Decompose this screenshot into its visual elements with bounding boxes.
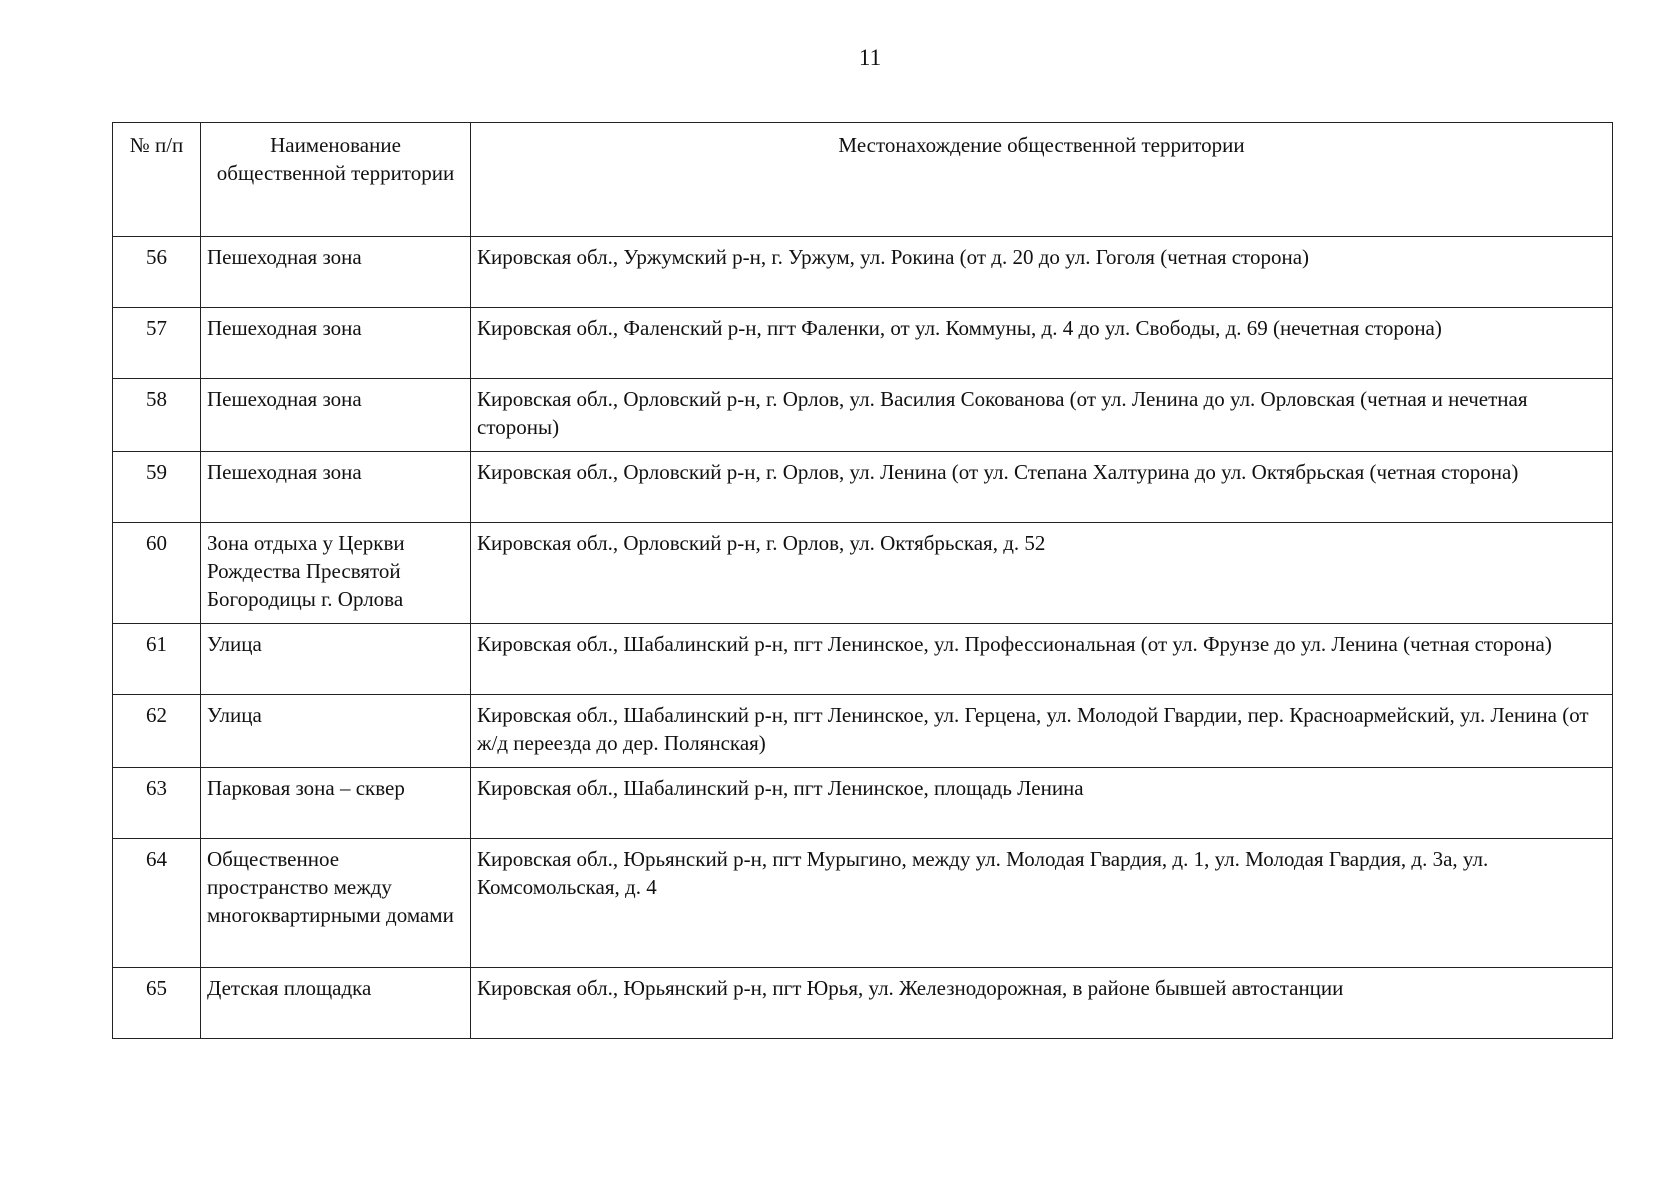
table-row: [113, 308, 1613, 379]
table-row: [113, 523, 1613, 624]
row-location: Кировская обл., Юрьянский р-н, пгт Юрья, ул. Железнодорожная, в районе бывшей автостанции: [471, 968, 1613, 1039]
row-num: 56: [113, 237, 201, 308]
page-number: 11: [858, 45, 882, 70]
row-num: 59: [113, 452, 201, 523]
table-row: [113, 624, 1613, 695]
header-num: № п/п: [113, 123, 201, 237]
row-num: 64: [113, 839, 201, 968]
header-location: Местонахождение общественной территории: [471, 123, 1613, 237]
row-name: Детская площадка: [201, 968, 471, 1039]
table-row: [113, 452, 1613, 523]
territories-table: [112, 122, 1613, 1039]
row-name: Пешеходная зона: [201, 308, 471, 379]
row-location: Кировская обл., Орловский р-н, г. Орлов, ул. Октябрьская, д. 52: [471, 523, 1613, 624]
row-name: Общественное пространство между многоквартирными домами: [201, 839, 471, 968]
row-location: Кировская обл., Юрьянский р-н, пгт Мурыгино, между ул. Молодая Гвардия, д. 1, ул. Молодая Гвардия, д. 3а, ул. Комсомольская, д. 4: [471, 839, 1613, 968]
row-name: Улица: [201, 695, 471, 768]
row-location: Кировская обл., Шабалинский р-н, пгт Ленинское, ул. Герцена, ул. Молодой Гвардии, пер. Красноармейский, ул. Ленина (от ж/д переезда до дер. Полянская): [471, 695, 1613, 768]
row-num: 58: [113, 379, 201, 452]
row-name: Пешеходная зона: [201, 452, 471, 523]
row-num: 61: [113, 624, 201, 695]
row-num: 60: [113, 523, 201, 624]
row-name: Парковая зона – сквер: [201, 768, 471, 839]
table-row: [113, 839, 1613, 968]
table-row: [113, 968, 1613, 1039]
row-name: Пешеходная зона: [201, 237, 471, 308]
row-name: Улица: [201, 624, 471, 695]
row-location: Кировская обл., Шабалинский р-н, пгт Ленинское, площадь Ленина: [471, 768, 1613, 839]
row-location: Кировская обл., Орловский р-н, г. Орлов, ул. Ленина (от ул. Степана Халтурина до ул. Октябрьская (четная сторона): [471, 452, 1613, 523]
row-location: Кировская обл., Уржумский р-н, г. Уржум, ул. Рокина (от д. 20 до ул. Гоголя (четная сторона): [471, 237, 1613, 308]
row-location: Кировская обл., Фаленский р-н, пгт Фаленки, от ул. Коммуны, д. 4 до ул. Свободы, д. 69 (нечетная сторона): [471, 308, 1613, 379]
header-name: Наименование общественной территории: [201, 123, 471, 237]
row-num: 57: [113, 308, 201, 379]
row-name: Зона отдыха у Церкви Рождества Пресвятой Богородицы г. Орлова: [201, 523, 471, 624]
table-row: [113, 237, 1613, 308]
table-header-row: [113, 123, 1613, 237]
table-row: [113, 768, 1613, 839]
row-name: Пешеходная зона: [201, 379, 471, 452]
row-location: Кировская обл., Шабалинский р-н, пгт Ленинское, ул. Профессиональная (от ул. Фрунзе до ул. Ленина (четная сторона): [471, 624, 1613, 695]
row-num: 65: [113, 968, 201, 1039]
table-row: [113, 695, 1613, 768]
row-num: 62: [113, 695, 201, 768]
table-row: [113, 379, 1613, 452]
row-num: 63: [113, 768, 201, 839]
row-location: Кировская обл., Орловский р-н, г. Орлов, ул. Василия Сокованова (от ул. Ленина до ул. Орловская (четная и нечетная стороны): [471, 379, 1613, 452]
